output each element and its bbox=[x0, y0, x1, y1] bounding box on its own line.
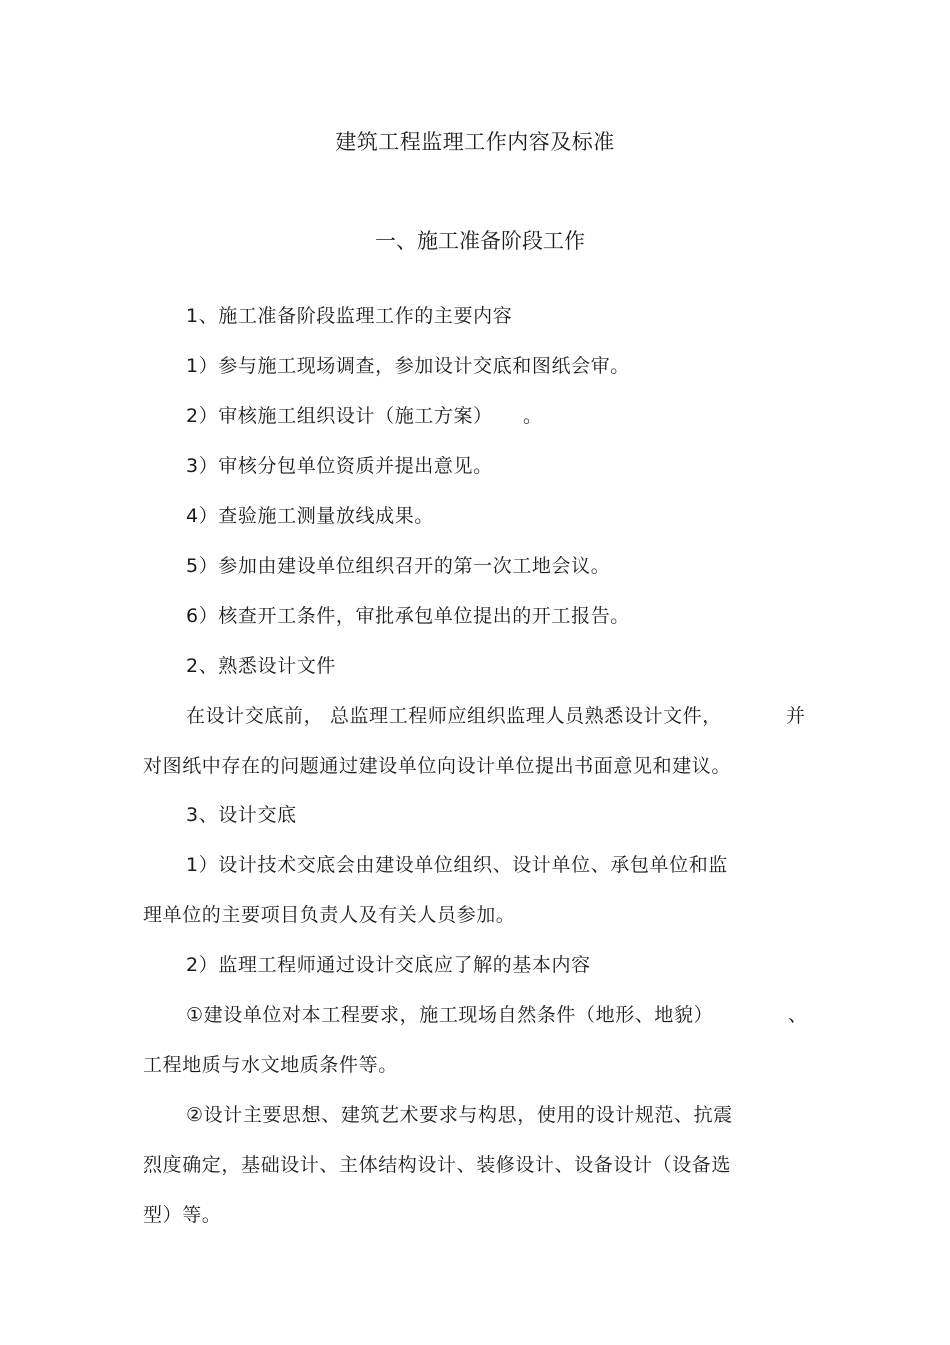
paragraph-line: 2）监理工程师通过设计交底应了解的基本内容 bbox=[186, 954, 591, 976]
paragraph-line: 理单位的主要项目负责人及有关人员参加。 bbox=[143, 904, 516, 926]
list-item: 3）审核分包单位资质并提出意见。 bbox=[186, 455, 493, 477]
paragraph-line: 1）设计技术交底会由建设单位组织、设计单位、承包单位和监 bbox=[186, 854, 728, 876]
paragraph-line-tail: 并 bbox=[786, 705, 806, 727]
subheading-2: 2、熟悉设计文件 bbox=[186, 655, 336, 677]
paragraph-line: ①建设单位对本工程要求，施工现场自然条件（地形、地貌） bbox=[186, 1004, 714, 1026]
paragraph-line-tail: 、 bbox=[788, 1004, 808, 1026]
paragraph-line: ②设计主要思想、建筑艺术要求与构思，使用的设计规范、抗震 bbox=[186, 1104, 733, 1126]
section-heading: 一、施工准备阶段工作 bbox=[375, 229, 585, 253]
list-item: 4）查验施工测量放线成果。 bbox=[186, 505, 434, 527]
paragraph-line: 工程地质与水文地质条件等。 bbox=[143, 1054, 398, 1076]
paragraph-line: 烈度确定，基础设计、主体结构设计、装修设计、设备设计（设备选 bbox=[143, 1154, 732, 1176]
subheading-1: 1、施工准备阶段监理工作的主要内容 bbox=[186, 305, 513, 327]
list-item: 1）参与施工现场调查，参加设计交底和图纸会审。 bbox=[186, 355, 630, 377]
list-item-tail: 。 bbox=[523, 405, 543, 427]
list-item: 5）参加由建设单位组织召开的第一次工地会议。 bbox=[186, 555, 611, 577]
subheading-3: 3、设计交底 bbox=[186, 804, 297, 826]
paragraph-line: 在设计交底前， 总监理工程师应组织监理人员熟悉设计文件， bbox=[186, 705, 722, 727]
paragraph-line: 型）等。 bbox=[143, 1204, 222, 1226]
list-item: 2）审核施工组织设计（施工方案） bbox=[186, 405, 493, 427]
list-item: 6）核查开工条件，审批承包单位提出的开工报告。 bbox=[186, 605, 630, 627]
document-title: 建筑工程监理工作内容及标准 bbox=[335, 130, 615, 154]
paragraph-line: 对图纸中存在的问题通过建设单位向设计单位提出书面意见和建议。 bbox=[143, 755, 732, 777]
